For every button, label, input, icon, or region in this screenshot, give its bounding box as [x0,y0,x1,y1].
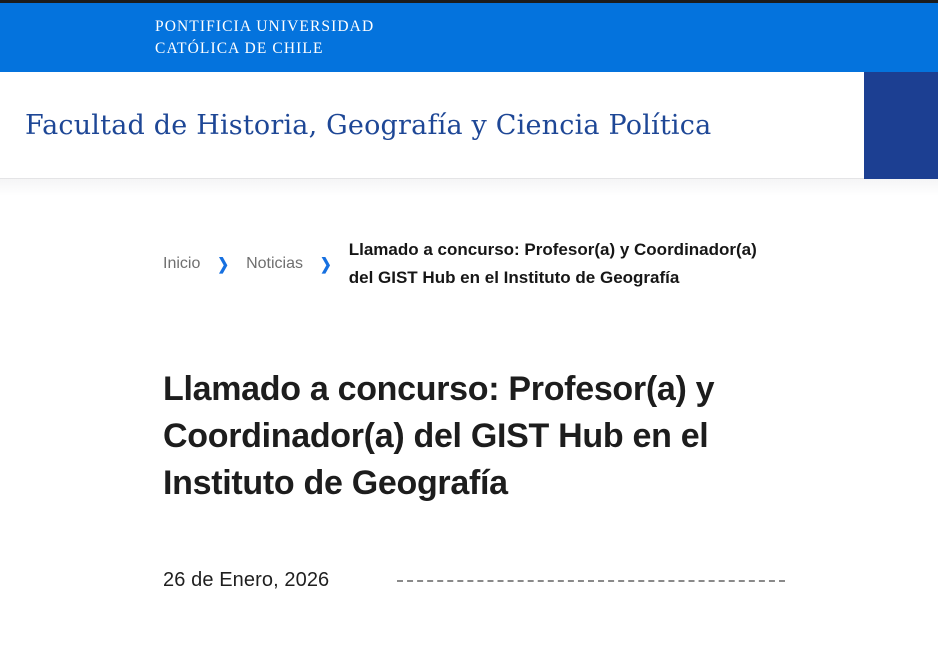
article-title-line3: Instituto de Geografía [163,464,508,502]
breadcrumb [163,236,938,292]
article-title-line1: Llamado a concurso: Profesor(a) y [163,370,715,408]
university-logo-link[interactable] [155,16,374,60]
faculty-title-link[interactable]: Facultad de Historia, Geografía y Ciencia Política [25,109,712,141]
university-name-line1: PONTIFICIA UNIVERSIDAD [155,17,375,35]
article-main [0,366,938,592]
article-meta-row [163,569,938,592]
article-title [163,366,843,507]
chevron-right-icon: ❯ [217,254,230,273]
breadcrumb-noticias-link[interactable]: Noticias [246,255,303,272]
university-name-line2: CATÓLICA DE CHILE [155,39,324,57]
university-topbar [0,3,938,72]
breadcrumb-home-link[interactable]: Inicio [163,255,201,272]
breadcrumb-current-line1: Llamado a concurso: Profesor(a) y Coordinador(a) [348,240,757,259]
header-shadow [0,179,938,196]
dashed-divider [397,580,785,582]
breadcrumb-current-line2: del GIST Hub en el Instituto de Geografía [348,268,680,287]
chevron-right-icon: ❯ [320,254,332,273]
article-date: 26 de Enero, 2026 [163,569,330,591]
article-title-line2: Coordinador(a) del GIST Hub en el [163,417,709,455]
header-nav-panel[interactable] [864,72,938,179]
breadcrumb-current-page [349,236,757,292]
faculty-header-band [0,72,938,179]
